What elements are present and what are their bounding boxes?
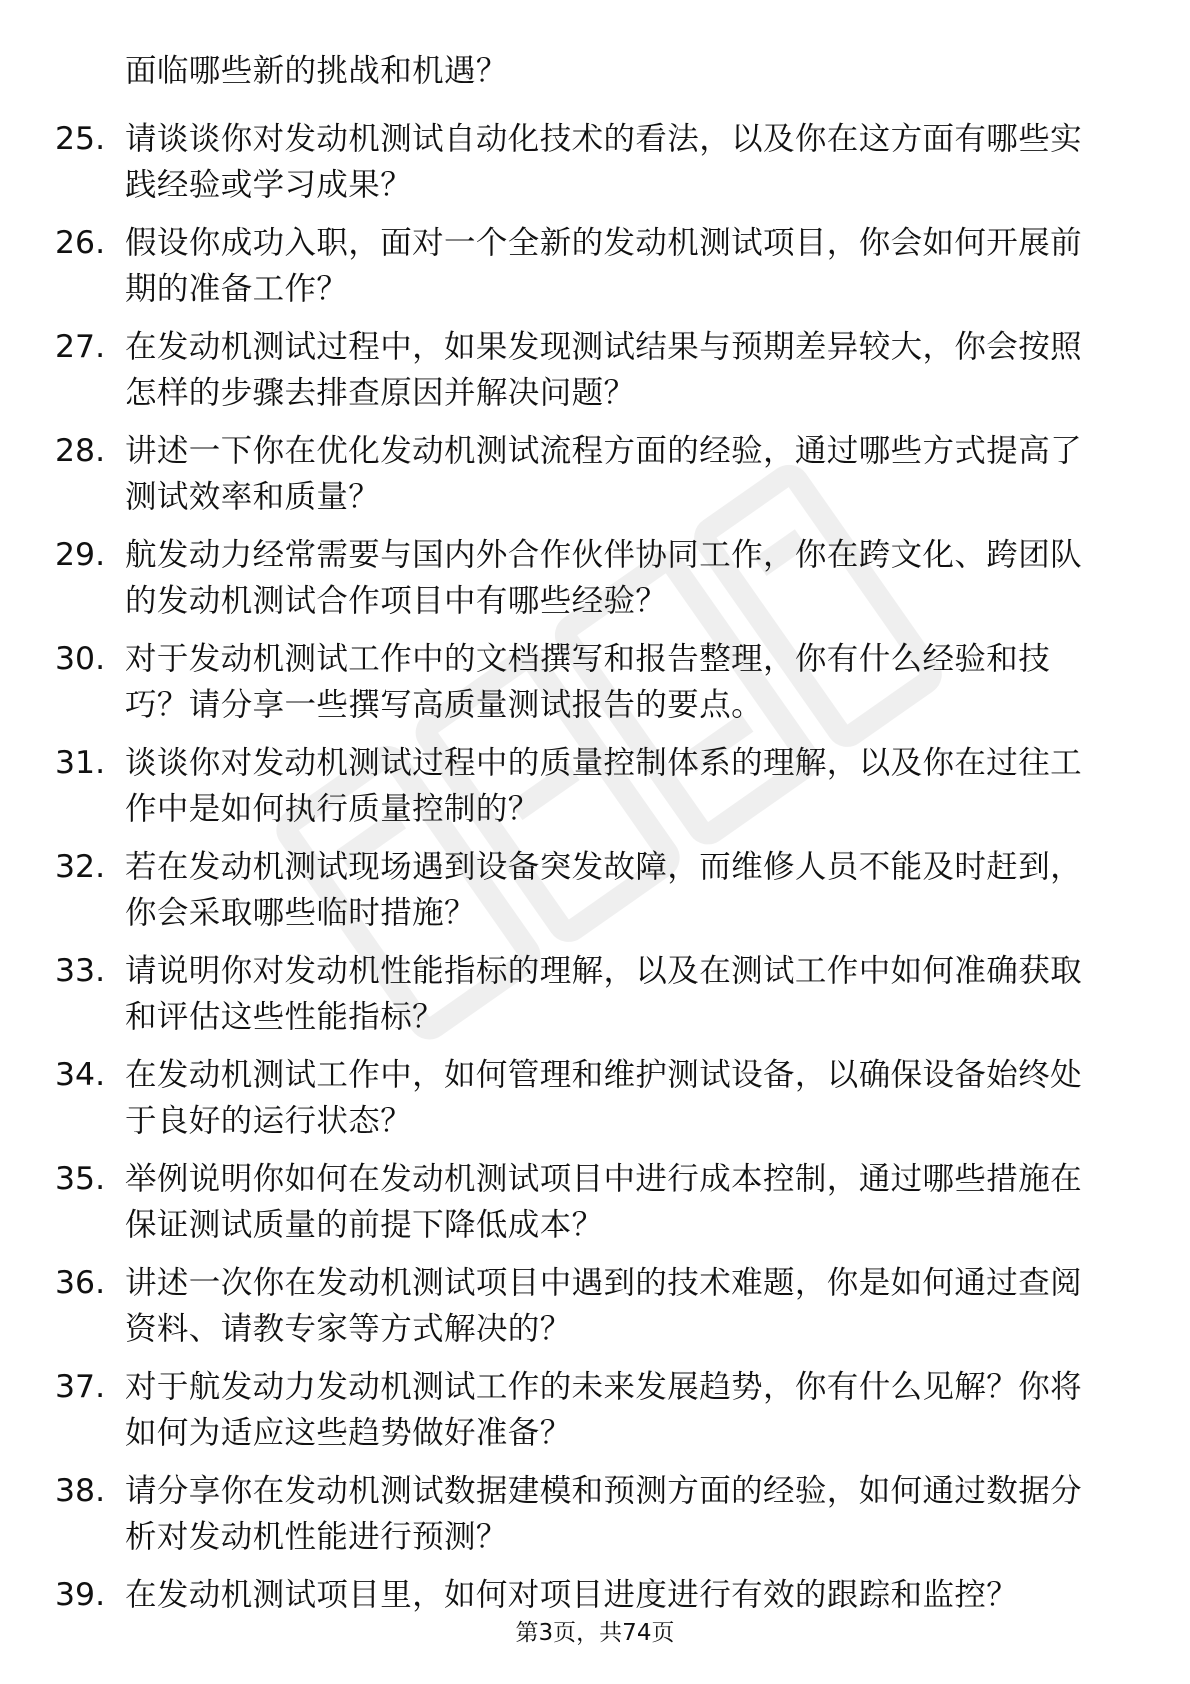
list-item xyxy=(55,220,1115,324)
question-number: 32. xyxy=(55,849,106,885)
question-number: 33. xyxy=(55,953,106,989)
question-text: 在发动机测试项目里，如何对项目进度进行有效的跟踪和监控？ xyxy=(125,1577,1019,1613)
question-number: 34. xyxy=(55,1057,106,1093)
question-text: 讲述一次你在发动机测试项目中遇到的技术难题，你是如何通过查阅资料、请教专家等方式解决的？ xyxy=(125,1265,1083,1347)
question-text: 对于航发动力发动机测试工作的未来发展趋势，你有什么见解？你将如何为适应这些趋势做好准备？ xyxy=(125,1369,1083,1451)
question-number: 31. xyxy=(55,745,106,781)
question-number: 35. xyxy=(55,1161,106,1197)
list-item xyxy=(55,740,1115,844)
question-text: 航发动力经常需要与国内外合作伙伴协同工作，你在跨文化、跨团队的发动机测试合作项目中有哪些经验？ xyxy=(125,537,1083,619)
question-list xyxy=(55,116,1115,1676)
question-number: 25. xyxy=(55,121,106,157)
list-item xyxy=(55,428,1115,532)
list-item xyxy=(55,1156,1115,1260)
question-text: 讲述一下你在优化发动机测试流程方面的经验，通过哪些方式提高了测试效率和质量？ xyxy=(125,433,1083,515)
list-item xyxy=(55,1364,1115,1468)
question-text: 请分享你在发动机测试数据建模和预测方面的经验，如何通过数据分析对发动机性能进行预测？ xyxy=(125,1473,1083,1555)
continuation-text: 面临哪些新的挑战和机遇？ xyxy=(125,53,508,89)
question-text: 谈谈你对发动机测试过程中的质量控制体系的理解，以及你在过往工作中是如何执行质量控制的？ xyxy=(125,745,1083,827)
question-text: 请说明你对发动机性能指标的理解，以及在测试工作中如何准确获取和评估这些性能指标？ xyxy=(125,953,1083,1035)
question-number: 27. xyxy=(55,329,106,365)
question-number: 38. xyxy=(55,1473,106,1509)
question-number: 26. xyxy=(55,225,106,261)
list-item xyxy=(55,324,1115,428)
question-text: 对于发动机测试工作中的文档撰写和报告整理，你有什么经验和技巧？请分享一些撰写高质量测试报告的要点。 xyxy=(125,641,1051,723)
question-number: 29. xyxy=(55,537,106,573)
question-text: 在发动机测试工作中，如何管理和维护测试设备，以确保设备始终处于良好的运行状态？ xyxy=(125,1057,1083,1139)
list-item xyxy=(55,636,1115,740)
question-text: 在发动机测试过程中，如果发现测试结果与预期差异较大，你会按照怎样的步骤去排查原因并解决问题？ xyxy=(125,329,1083,411)
question-number: 39. xyxy=(55,1577,106,1613)
list-item xyxy=(55,532,1115,636)
page-footer: 第3页，共74页 xyxy=(515,1620,675,1646)
question-text: 若在发动机测试现场遇到设备突发故障，而维修人员不能及时赶到，你会采取哪些临时措施？ xyxy=(125,849,1083,931)
question-text: 假设你成功入职，面对一个全新的发动机测试项目，你会如何开展前期的准备工作？ xyxy=(125,225,1083,307)
list-item xyxy=(55,116,1115,220)
list-item xyxy=(55,1260,1115,1364)
list-item xyxy=(55,844,1115,948)
question-number: 36. xyxy=(55,1265,106,1301)
question-text: 请谈谈你对发动机测试自动化技术的看法，以及你在这方面有哪些实践经验或学习成果？ xyxy=(125,121,1083,203)
list-item xyxy=(55,1468,1115,1572)
list-item xyxy=(55,948,1115,1052)
question-number: 30. xyxy=(55,641,106,677)
question-number: 28. xyxy=(55,433,106,469)
question-text: 举例说明你如何在发动机测试项目中进行成本控制，通过哪些措施在保证测试质量的前提下降低成本？ xyxy=(125,1161,1083,1243)
question-number: 37. xyxy=(55,1369,106,1405)
list-item xyxy=(55,1052,1115,1156)
